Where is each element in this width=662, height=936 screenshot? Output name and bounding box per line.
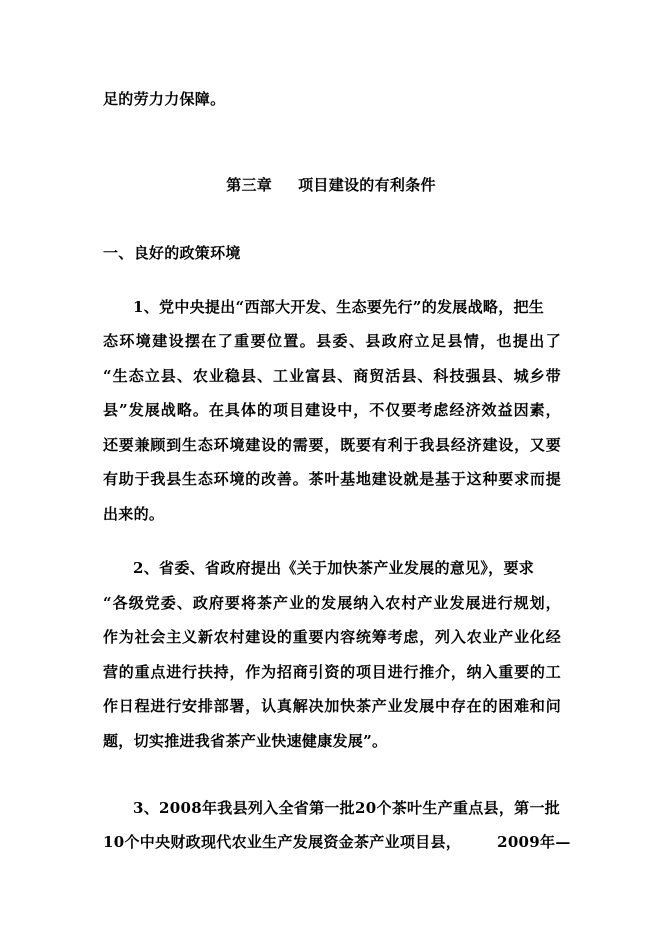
chapter-title: 项目建设的有利条件 <box>298 176 436 194</box>
paragraph-line: 营的重点进行扶持，作为招商引资的项目进行推介，纳入重要的工 <box>103 663 561 681</box>
paragraph-line: 还要兼顾到生态环境建设的需要，既要有利于我县经济建设，又要 <box>103 436 561 454</box>
paragraph-line: 态环境建设摆在了重要位置。县委、县政府立足县情，也提出了 <box>103 332 561 350</box>
paragraph-line: 县”发展战略。在具体的项目建设中，不仅要考虑经济效益因素， <box>103 401 561 419</box>
paragraph-line: 出来的。 <box>103 505 165 523</box>
paragraph-line <box>103 833 571 851</box>
paragraph-line-part: 2009年— <box>497 833 571 851</box>
paragraph-line: “生态立县、农业稳县、工业富县、商贸活县、科技强县、城乡带 <box>103 367 561 385</box>
paragraph-line-part: 10个中央财政现代农业生产发展资金茶产业项目县， <box>103 833 462 851</box>
paragraph-line: 作为社会主义新农村建设的重要内容统筹考虑，列入农业产业化经 <box>103 628 561 646</box>
paragraph-line: 题，切实推进我省茶产业快速健康发展”。 <box>103 732 388 750</box>
paragraph-line: 作日程进行安排部署，认真解决加快茶产业发展中存在的困难和问 <box>103 697 561 715</box>
section-heading: 一、良好的政策环境 <box>103 244 241 262</box>
chapter-number: 第三章 <box>226 176 273 194</box>
top-fragment: 足的劳力力保障。 <box>103 90 226 108</box>
paragraph-line: “各级党委、政府要将茶产业的发展纳入农村产业发展进行规划， <box>103 594 561 612</box>
chapter-heading <box>0 176 662 194</box>
paragraph-line: 2、省委、省政府提出《关于加快茶产业发展的意见》，要求 <box>133 559 535 577</box>
paragraph-line: 3、2008年我县列入全省第一批20个茶叶生产重点县，第一批 <box>133 799 561 817</box>
paragraph-line: 有助于我县生态环境的改善。茶叶基地建设就是基于这种要求而提 <box>103 470 561 488</box>
paragraph-line: 1、党中央提出“西部大开发、生态要先行”的发展战略，把生 <box>133 298 545 316</box>
